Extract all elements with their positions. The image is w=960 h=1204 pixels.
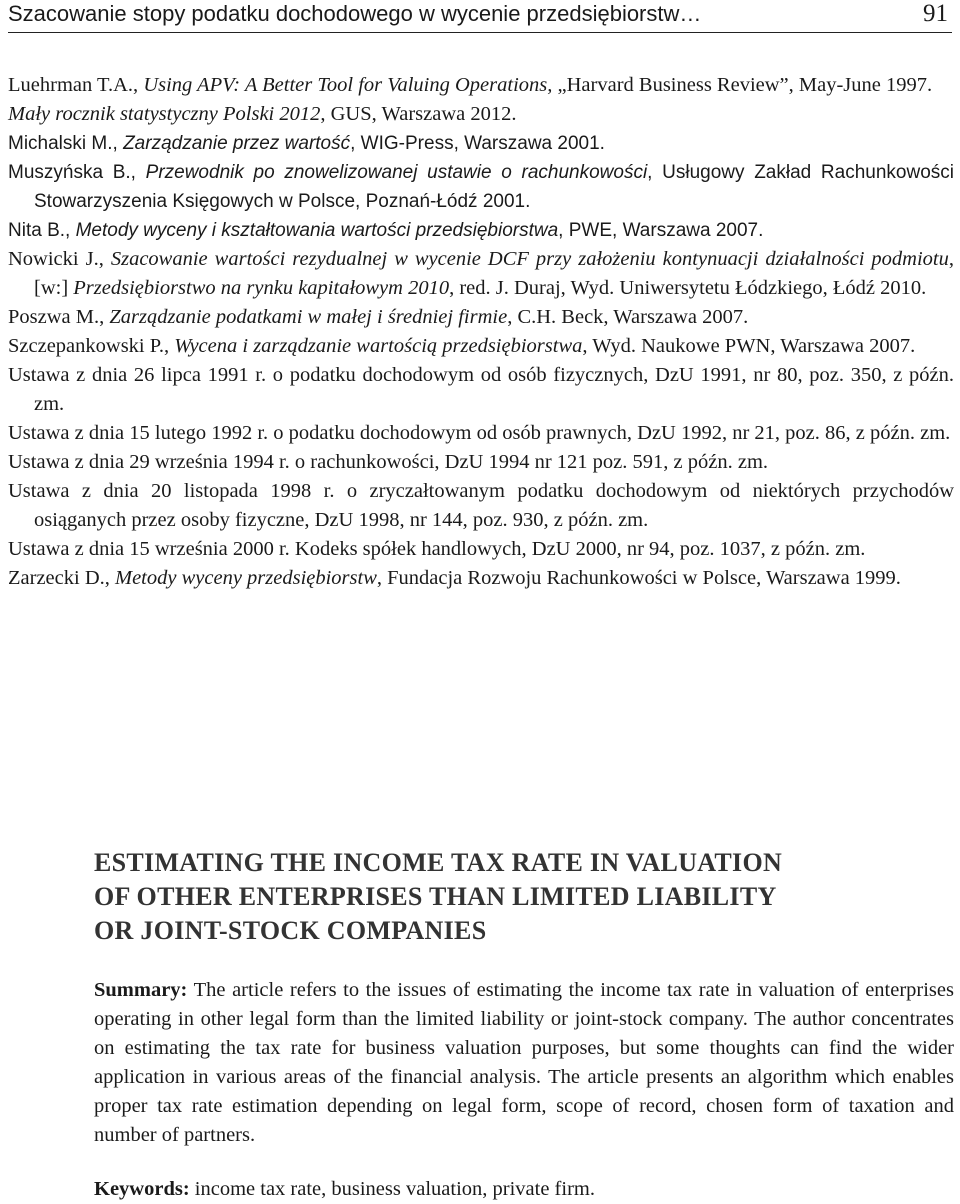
reference-title: Metody wyceny i kształtowania wartości przedsiębiorstwa	[75, 220, 559, 241]
reference-item	[8, 361, 954, 419]
reference-item	[8, 245, 954, 303]
reference-title: Zarządzanie podatkami w małej i średniej firmie	[109, 306, 508, 328]
reference-details: „Harvard Business Review”, May-June 1997.	[552, 74, 933, 96]
reference-text: Ustawa z dnia 20 listopada 1998 r. o zryczałtowanym podatku dochodowym od niektórych przychodów osiąganych przez osoby fizyczne, DzU 1998, nr 144, poz. 930, z późn. zm.	[8, 480, 954, 531]
reference-title: Wycena i zarządzanie wartością przedsiębiorstwa	[174, 335, 583, 357]
reference-details-secondary: , red. J. Duraj, Wyd. Uniwersytetu Łódzkiego, Łódź 2010.	[449, 277, 927, 299]
reference-author: Nita B.,	[8, 220, 76, 241]
reference-title: Mały rocznik statystyczny Polski 2012	[8, 103, 321, 125]
reference-item	[8, 477, 954, 535]
reference-author: Poszwa M.,	[8, 306, 110, 328]
reference-item	[8, 535, 954, 564]
reference-item	[8, 303, 954, 332]
reference-title: Zarządzanie przez wartość	[123, 133, 351, 154]
reference-details: , WIG-Press, Warszawa 2001.	[350, 133, 605, 154]
reference-author: Michalski M.,	[8, 133, 124, 154]
reference-title: Szacowanie wartości rezydualnej w wycenie DCF przy założeniu kontynuacji działalności podmiotu	[110, 248, 949, 270]
summary-label: Summary:	[94, 979, 188, 1001]
keywords-label: Keywords:	[94, 1178, 190, 1200]
reference-text: Ustawa z dnia 26 lipca 1991 r. o podatku dochodowym od osób fizycznych, DzU 1991, nr 80, poz. 350, z późn. zm.	[8, 364, 954, 415]
english-title-line: OR JOINT-STOCK COMPANIES	[94, 916, 487, 945]
reference-item	[8, 564, 954, 593]
reference-text: Ustawa z dnia 15 lutego 1992 r. o podatku dochodowym od osób prawnych, DzU 1992, nr 21, poz. 86, z późn. zm.	[8, 422, 951, 444]
english-article-title	[94, 846, 954, 948]
english-title-line: ESTIMATING THE INCOME TAX RATE IN VALUATION	[94, 848, 783, 877]
reference-details: , Wyd. Naukowe PWN, Warszawa 2007.	[582, 335, 916, 357]
reference-title: Przewodnik po znowelizowanej ustawie o rachunkowości	[145, 162, 648, 183]
keywords-text: income tax rate, business valuation, private firm.	[189, 1178, 595, 1200]
reference-item	[8, 158, 954, 216]
reference-details: , PWE, Warszawa 2007.	[558, 220, 764, 241]
reference-item	[8, 129, 954, 158]
reference-author: Zarzecki D.,	[8, 567, 115, 589]
keywords-paragraph	[94, 1175, 954, 1204]
reference-item	[8, 419, 954, 448]
reference-details: , C.H. Beck, Warszawa 2007.	[507, 306, 749, 328]
reference-title-secondary: Przedsiębiorstwo na rynku kapitałowym 2010	[73, 277, 450, 299]
summary-paragraph	[94, 976, 954, 1150]
reference-item	[8, 332, 954, 361]
summary-text: The article refers to the issues of estimating the income tax rate in valuation of enterprises operating in other legal form than the limited liability or joint-stock company. The author concentrates on estimating the tax rate for business valuation purposes, but some thoughts can find the wider application in various areas of the financial analysis. The article presents an algorithm which enables proper tax rate estimation depending on legal form, scope of record, chosen form of taxation and number of partners.	[94, 979, 954, 1146]
reference-author: Nowicki J.,	[8, 248, 111, 270]
bibliography-list	[8, 71, 954, 593]
reference-details: , Usługowy Zakład Rachunkowości Stowarzyszenia Księgowych w Polsce, Poznań-Łódź 2001.	[34, 162, 954, 212]
reference-author: Szczepankowski P.,	[8, 335, 175, 357]
reference-details: , GUS, Warszawa 2012.	[320, 103, 517, 125]
reference-details: , Fundacja Rozwoju Rachunkowości w Polsce, Warszawa 1999.	[376, 567, 901, 589]
english-title-line: OF OTHER ENTERPRISES THAN LIMITED LIABILITY	[94, 882, 777, 911]
reference-author: Luehrman T.A.,	[8, 74, 144, 96]
reference-author: Muszyńska B.,	[8, 162, 146, 183]
reference-item	[8, 448, 954, 477]
reference-item	[8, 100, 954, 129]
reference-text: Ustawa z dnia 29 września 1994 r. o rachunkowości, DzU 1994 nr 121 poz. 591, z późn. zm.	[8, 451, 769, 473]
running-header	[8, 0, 952, 33]
english-summary-section	[94, 846, 954, 1204]
reference-item	[8, 71, 954, 100]
reference-details: , [w:]	[34, 248, 955, 299]
running-header-title: Szacowanie stopy podatku dochodowego w wycenie przedsiębiorstw…	[8, 1, 702, 26]
reference-item	[8, 216, 954, 245]
page-number: 91	[923, 0, 948, 27]
reference-title: Using APV: A Better Tool for Valuing Operations,	[143, 74, 553, 96]
reference-title: Metody wyceny przedsiębiorstw	[115, 567, 377, 589]
reference-text: Ustawa z dnia 15 września 2000 r. Kodeks spółek handlowych, DzU 2000, nr 94, poz. 1037, z późn. zm.	[8, 538, 866, 560]
